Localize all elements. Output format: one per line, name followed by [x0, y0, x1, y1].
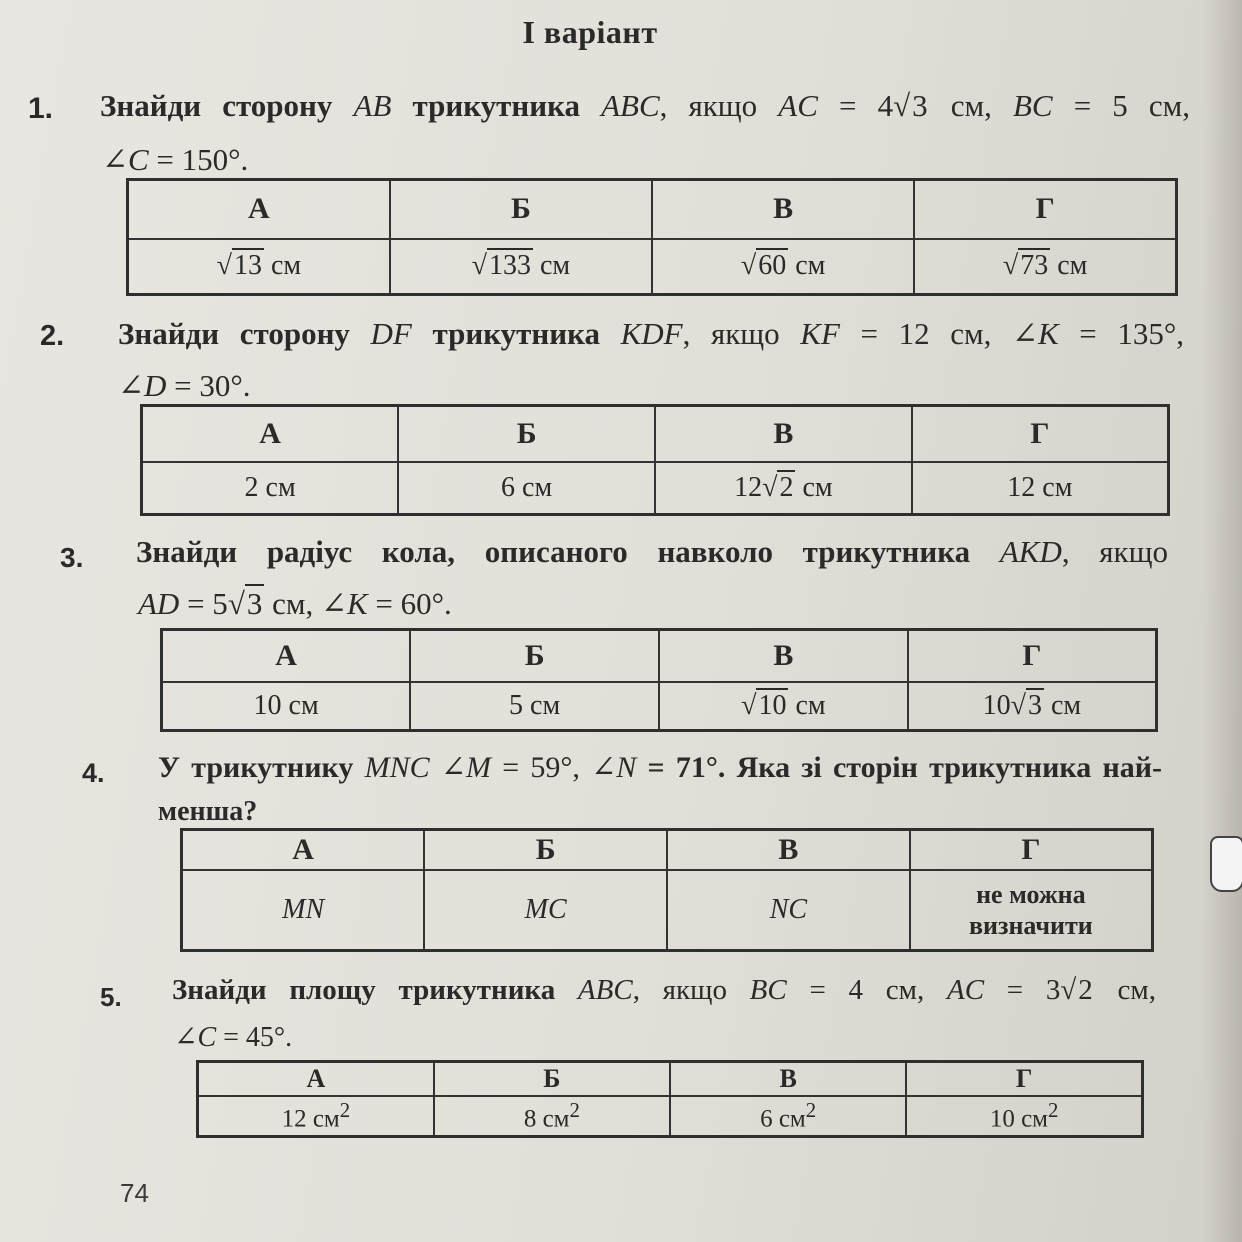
- problem-text-line-2: [138, 586, 452, 622]
- radicand: 2: [779, 471, 794, 503]
- radicand: 3: [246, 586, 263, 621]
- answer-header-v: В: [670, 1062, 906, 1096]
- hand-cursor-icon: [1210, 836, 1242, 892]
- problem-1: [20, 84, 1200, 304]
- unit: см: [788, 250, 826, 282]
- answer-option-a[interactable]: [142, 462, 399, 515]
- answer-table: [196, 1060, 1144, 1138]
- unit: см: [795, 471, 833, 503]
- text-fragment: менша?: [158, 796, 258, 827]
- answer-option-a[interactable]: [182, 870, 425, 951]
- angle-label: ∠K: [320, 586, 368, 621]
- sqrt-expression: √3: [893, 88, 928, 123]
- text-fragment: = 45°.: [216, 1022, 293, 1053]
- answer-header-g: Г: [908, 630, 1157, 682]
- answer-value: MN: [282, 893, 325, 925]
- answer-header-a: А: [128, 180, 390, 239]
- answer-header-v: В: [652, 180, 914, 239]
- coefficient: 12: [734, 471, 763, 503]
- sqrt-expression: √2: [1060, 974, 1093, 1006]
- segment-label: BC: [1012, 88, 1053, 123]
- exponent: 2: [569, 1098, 580, 1123]
- text-fragment: см,: [1094, 974, 1156, 1006]
- text-fragment: Знайди площу трикутника: [172, 974, 578, 1006]
- triangle-label: KDF: [620, 316, 683, 351]
- answer-option-v[interactable]: [652, 239, 914, 295]
- variant-heading: I варіант: [522, 14, 658, 50]
- answer-value: 10 см: [253, 689, 319, 721]
- answer-table: [126, 178, 1178, 296]
- answer-option-a[interactable]: [198, 1096, 434, 1137]
- exponent: 2: [1048, 1098, 1059, 1123]
- problem-text-line-2: [174, 1020, 292, 1054]
- answer-header-row: [182, 830, 1153, 870]
- answer-option-b[interactable]: [410, 682, 659, 731]
- segment-label: AC: [946, 974, 985, 1006]
- text-fragment: = 150°.: [148, 142, 249, 177]
- problem-text-line-1: [118, 316, 1184, 352]
- answer-option-b[interactable]: [398, 462, 655, 515]
- answer-value-row: [162, 682, 1157, 731]
- answer-option-b[interactable]: [434, 1096, 670, 1137]
- triangle-label: ABC: [577, 974, 633, 1006]
- exponent: 2: [339, 1098, 351, 1123]
- answer-value-row: [182, 870, 1153, 951]
- text-fragment: [430, 751, 441, 784]
- coefficient: 10: [982, 689, 1011, 721]
- answer-table: [140, 404, 1170, 516]
- answer-header-a: А: [198, 1062, 434, 1096]
- problem-3: [60, 528, 1180, 738]
- segment-label: BC: [749, 974, 787, 1006]
- text-fragment: трикутника: [411, 316, 621, 351]
- answer-header-v: В: [655, 406, 912, 462]
- answer-option-g[interactable]: [906, 1096, 1142, 1137]
- sqrt-expression: √3: [227, 586, 263, 621]
- answer-value: 6 см: [501, 471, 553, 503]
- sqrt-sign: √: [762, 471, 778, 503]
- answer-value-row: [198, 1096, 1143, 1137]
- angle-label: ∠M: [440, 751, 491, 784]
- answer-value: 2 см: [244, 471, 296, 503]
- text-fragment: = 59°,: [491, 751, 592, 784]
- answer-header-g: Г: [912, 406, 1169, 462]
- unit: см: [788, 689, 826, 721]
- segment-label: AB: [353, 88, 392, 123]
- answer-header-v: В: [667, 830, 910, 870]
- answer-option-g[interactable]: [908, 682, 1157, 731]
- answer-value: 12 см: [1007, 471, 1073, 503]
- problem-text-line-2: [118, 368, 251, 404]
- answer-option-a[interactable]: [128, 239, 390, 295]
- unit: см: [1043, 689, 1082, 721]
- radicand: 73: [1020, 250, 1049, 282]
- text-fragment: , якщо: [632, 974, 750, 1006]
- answer-header-g: Г: [910, 830, 1153, 870]
- answer-value-row: [128, 239, 1177, 295]
- triangle-label: AKD: [999, 534, 1062, 569]
- answer-option-v[interactable]: [670, 1096, 906, 1137]
- sqrt-sign: √: [471, 250, 487, 282]
- problem-text-line-2: [102, 142, 248, 178]
- problem-4: [82, 744, 1182, 956]
- answer-table: [160, 628, 1158, 732]
- problem-5: [100, 964, 1182, 1154]
- problem-text-line-1: [172, 974, 1156, 1007]
- answer-header-row: [198, 1062, 1143, 1096]
- answer-value: 8 см: [523, 1105, 570, 1133]
- sqrt-sign: √: [740, 250, 757, 282]
- sqrt-sign: √: [216, 250, 232, 282]
- answer-header-b: Б: [390, 180, 652, 239]
- text-fragment: = 135°,: [1058, 316, 1184, 351]
- text-fragment: = 71°. Яка зі сторін трикутника най-: [636, 751, 1162, 784]
- answer-header-a: А: [142, 406, 399, 462]
- problem-2: [36, 306, 1196, 526]
- answer-option-v[interactable]: [655, 462, 912, 515]
- page-edge-shadow: [1202, 0, 1242, 1242]
- answer-value: 12 см: [281, 1105, 340, 1133]
- problem-text-line-1: [100, 88, 1190, 124]
- answer-header-row: [162, 630, 1157, 682]
- segment-label: AC: [778, 88, 818, 123]
- answer-option-g[interactable]: [914, 239, 1176, 295]
- text-fragment: = 4 см,: [786, 974, 947, 1006]
- answer-value-row: [142, 462, 1169, 515]
- answer-header-g: Г: [914, 180, 1176, 239]
- unit: см: [1050, 250, 1088, 282]
- answer-option-v[interactable]: [659, 682, 908, 731]
- sqrt-sign: √: [741, 689, 757, 721]
- unit: см: [532, 250, 571, 282]
- text-fragment: Знайди сторону: [118, 316, 371, 351]
- problem-number: 2.: [40, 320, 65, 352]
- radicand: 133: [488, 250, 531, 282]
- answer-option-v[interactable]: [667, 870, 910, 951]
- answer-value-line-2: визначити: [968, 910, 1093, 940]
- text-fragment: У трикутнику: [158, 751, 365, 784]
- text-fragment: , якщо: [682, 316, 801, 351]
- segment-label: KF: [800, 316, 840, 351]
- text-fragment: Знайди сторону: [100, 88, 354, 123]
- answer-header-row: [142, 406, 1169, 462]
- answer-value: MC: [524, 893, 567, 925]
- answer-header-b: Б: [434, 1062, 670, 1096]
- text-fragment: Знайди радіус кола, описаного навколо трикутника: [136, 534, 1000, 569]
- angle-label: ∠D: [118, 368, 167, 403]
- answer-option-b[interactable]: [390, 239, 652, 295]
- segment-label: AD: [138, 586, 180, 621]
- text-fragment: = 30°.: [166, 368, 251, 403]
- page-number: 74: [120, 1178, 149, 1208]
- text-fragment: , якщо: [659, 88, 779, 123]
- unit: см: [263, 250, 302, 282]
- answer-header-b: Б: [398, 406, 655, 462]
- text-fragment: см,: [929, 88, 1013, 123]
- exponent: 2: [805, 1098, 817, 1123]
- segment-label: DF: [370, 316, 412, 351]
- problem-text-line-2: [158, 796, 257, 828]
- answer-value: 6 см: [760, 1105, 806, 1133]
- triangle-label: ABC: [601, 88, 660, 123]
- text-fragment: трикутника: [391, 88, 602, 123]
- answer-option-g[interactable]: [912, 462, 1169, 515]
- text-fragment: = 3: [984, 974, 1061, 1006]
- answer-header-a: А: [162, 630, 411, 682]
- radicand: 3: [1027, 689, 1042, 721]
- text-fragment: = 12 см,: [839, 316, 1012, 351]
- triangle-label: MNC: [364, 751, 430, 784]
- answer-option-g[interactable]: [910, 870, 1153, 951]
- text-fragment: см,: [264, 586, 321, 621]
- answer-value: 10 см: [989, 1105, 1048, 1133]
- answer-option-b[interactable]: [424, 870, 667, 951]
- radicand: 13: [233, 250, 262, 282]
- angle-label: ∠K: [1011, 316, 1059, 351]
- angle-label: ∠N: [591, 751, 637, 784]
- answer-option-a[interactable]: [162, 682, 411, 731]
- answer-header-v: В: [659, 630, 908, 682]
- text-fragment: = 5: [179, 586, 228, 621]
- radicand: 10: [758, 689, 787, 721]
- answer-value: 5 см: [509, 689, 561, 721]
- answer-header-a: А: [182, 830, 425, 870]
- angle-label: ∠C: [102, 142, 149, 177]
- sqrt-sign: √: [1002, 250, 1019, 282]
- radicand: 2: [1078, 974, 1093, 1006]
- radicand: 3: [912, 88, 928, 123]
- radicand: 60: [758, 250, 787, 282]
- answer-value-line-1: не можна: [976, 879, 1086, 909]
- answer-header-b: Б: [410, 630, 659, 682]
- text-fragment: = 4: [817, 88, 894, 123]
- text-fragment: = 5 см,: [1052, 88, 1190, 123]
- problem-number: 1.: [28, 92, 54, 125]
- answer-table: [180, 828, 1154, 952]
- answer-value: NC: [769, 893, 808, 925]
- answer-header-b: Б: [424, 830, 667, 870]
- text-fragment: , якщо: [1061, 534, 1168, 569]
- problem-number: 5.: [100, 982, 122, 1012]
- angle-label: ∠C: [174, 1022, 217, 1053]
- problem-text-line-1: [136, 534, 1168, 570]
- problem-number: 4.: [82, 758, 105, 788]
- problem-number: 3.: [60, 542, 84, 573]
- answer-header-g: Г: [906, 1062, 1142, 1096]
- sqrt-sign: √: [1010, 689, 1026, 721]
- answer-header-row: [128, 180, 1177, 239]
- problem-text-line-1: [158, 750, 1162, 785]
- text-fragment: = 60°.: [367, 586, 452, 621]
